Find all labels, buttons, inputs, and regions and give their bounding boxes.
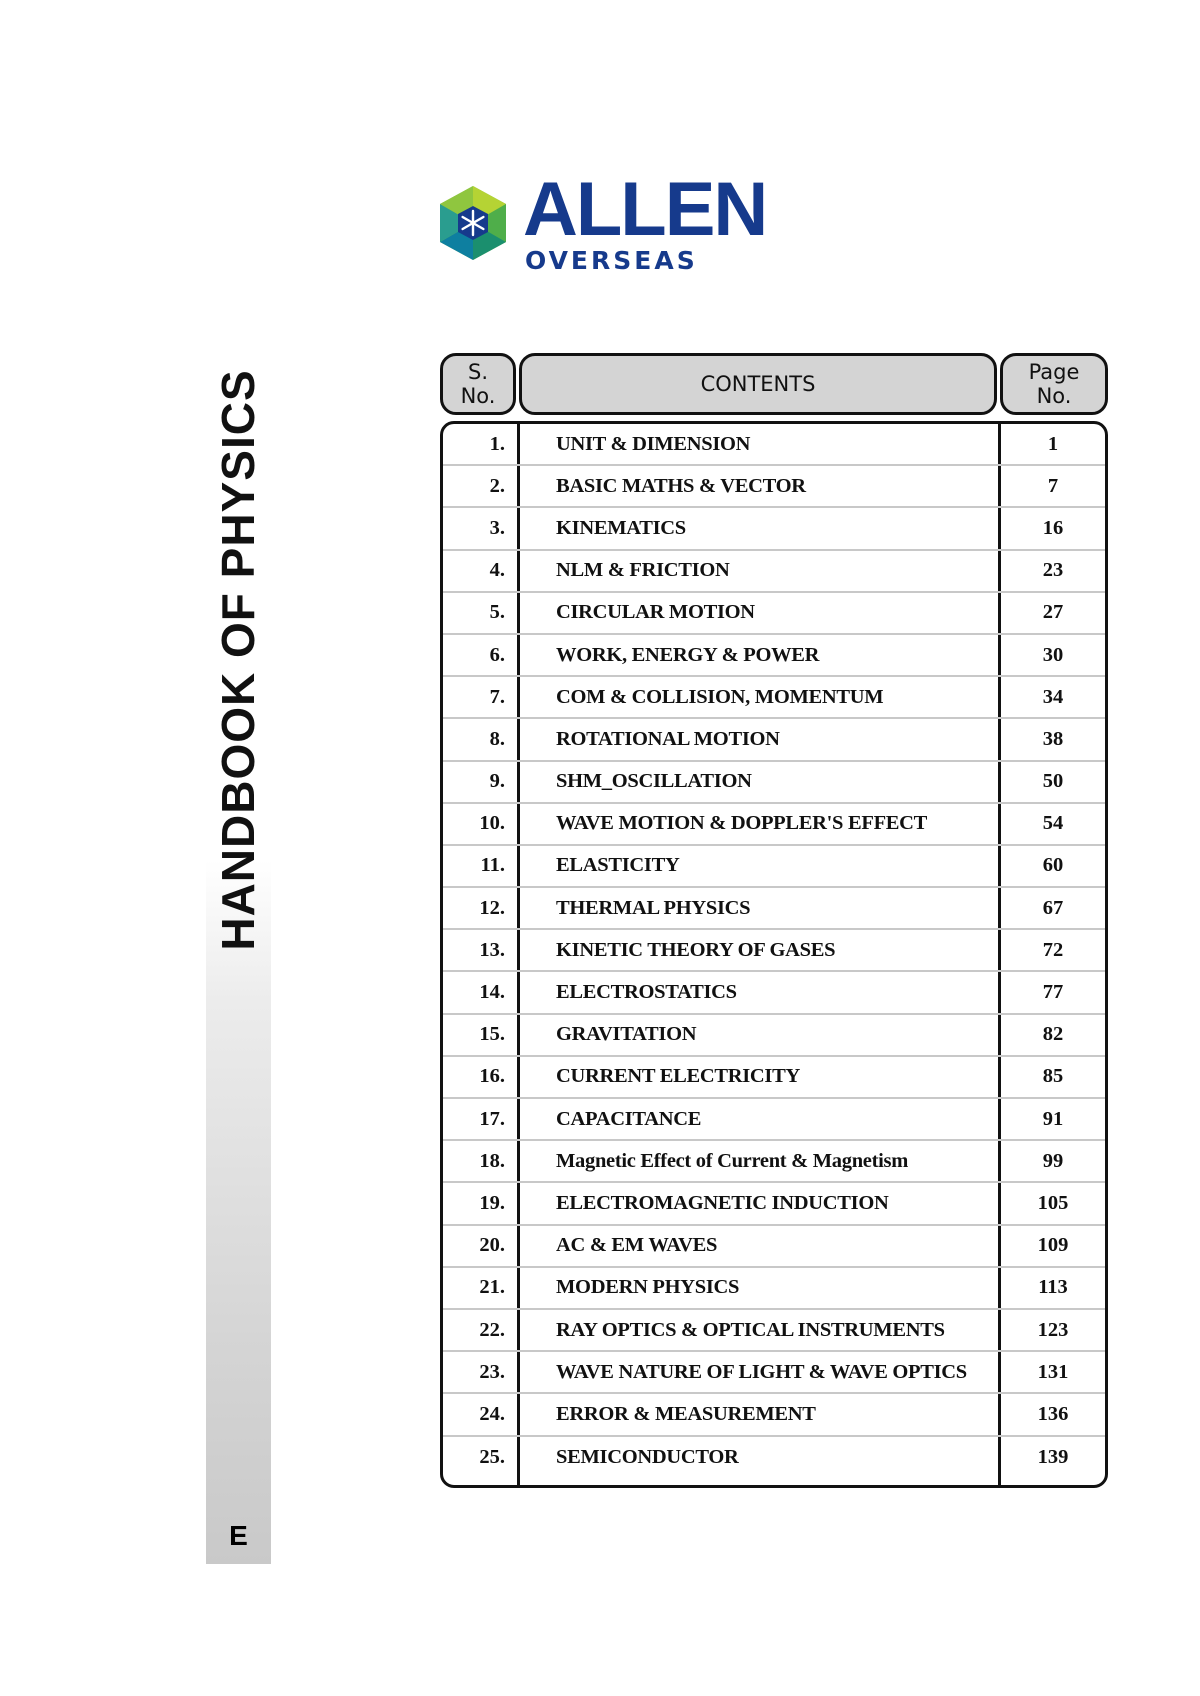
contents-row: [443, 466, 1105, 508]
row-chapter-title: KINETIC THEORY OF GASES: [556, 938, 836, 961]
row-page-number: 30: [1042, 643, 1064, 666]
header-page-line1: Page: [1028, 360, 1080, 384]
contents-body: [440, 421, 1108, 1488]
contents-row: [443, 930, 1105, 972]
row-chapter-title: CIRCULAR MOTION: [556, 601, 755, 624]
row-page-number: 139: [1037, 1446, 1069, 1469]
row-page-number: 136: [1037, 1402, 1069, 1425]
row-chapter-title: WORK, ENERGY & POWER: [556, 643, 820, 666]
row-chapter-title: UNIT & DIMENSION: [556, 432, 751, 455]
row-page-number: 60: [1042, 854, 1064, 877]
row-serial-number: 14.: [479, 981, 505, 1004]
contents-row: [443, 1226, 1105, 1268]
row-page-number: 82: [1042, 1023, 1064, 1046]
contents-row: [443, 677, 1105, 719]
row-chapter-title: THERMAL PHYSICS: [556, 896, 751, 919]
header-sno-line1: S.: [467, 360, 488, 384]
contents-row: [443, 804, 1105, 846]
contents-row: [443, 424, 1105, 466]
contents-row: [443, 1268, 1105, 1310]
row-chapter-title: CURRENT ELECTRICITY: [556, 1065, 800, 1088]
contents-row: [443, 1352, 1105, 1394]
row-page-number: 34: [1042, 685, 1064, 708]
allen-logo: [438, 167, 778, 282]
contents-row: [443, 508, 1105, 550]
row-chapter-title: GRAVITATION: [556, 1023, 697, 1046]
row-serial-number: 25.: [479, 1446, 505, 1469]
row-chapter-title: CAPACITANCE: [556, 1107, 702, 1130]
row-serial-number: 4.: [489, 559, 505, 582]
side-strip: [206, 860, 271, 1564]
row-serial-number: 16.: [479, 1065, 505, 1088]
hexagon-logo-icon: [438, 184, 508, 262]
row-chapter-title: SEMICONDUCTOR: [556, 1446, 739, 1469]
contents-row: [443, 551, 1105, 593]
contents-row: [443, 972, 1105, 1014]
row-chapter-title: WAVE NATURE OF LIGHT & WAVE OPTICS: [556, 1360, 967, 1383]
row-page-number: 23: [1042, 559, 1064, 582]
row-serial-number: 7.: [489, 685, 505, 708]
header-serial-number: [440, 353, 516, 415]
row-chapter-title: ELECTROSTATICS: [556, 981, 737, 1004]
row-serial-number: 11.: [480, 854, 505, 877]
logo-wordmark: ALLEN: [523, 167, 767, 252]
row-serial-number: 17.: [479, 1107, 505, 1130]
row-serial-number: 8.: [489, 727, 505, 750]
row-page-number: 123: [1037, 1318, 1069, 1341]
row-page-number: 50: [1042, 770, 1064, 793]
row-page-number: 91: [1042, 1107, 1064, 1130]
row-serial-number: 13.: [479, 938, 505, 961]
row-serial-number: 18.: [479, 1149, 505, 1172]
contents-row: [443, 635, 1105, 677]
contents-row: [443, 1015, 1105, 1057]
row-page-number: 67: [1042, 896, 1064, 919]
contents-row: [443, 719, 1105, 761]
contents-table: [440, 353, 1108, 1488]
row-serial-number: 6.: [489, 643, 505, 666]
header-contents: CONTENTS: [519, 353, 997, 415]
row-serial-number: 5.: [489, 601, 505, 624]
row-chapter-title: MODERN PHYSICS: [556, 1276, 740, 1299]
row-chapter-title: ELASTICITY: [556, 854, 680, 877]
row-page-number: 85: [1042, 1065, 1064, 1088]
row-serial-number: 2.: [489, 474, 505, 497]
header-page-number: [1000, 353, 1108, 415]
row-serial-number: 21.: [479, 1276, 505, 1299]
row-page-number: 109: [1037, 1234, 1069, 1257]
logo-subtitle: OVERSEAS: [525, 246, 698, 275]
row-page-number: 105: [1037, 1191, 1069, 1214]
row-chapter-title: KINEMATICS: [556, 516, 686, 539]
row-chapter-title: COM & COLLISION, MOMENTUM: [556, 685, 884, 708]
contents-row: [443, 1183, 1105, 1225]
row-serial-number: 10.: [479, 812, 505, 835]
row-serial-number: 1.: [489, 432, 505, 455]
row-serial-number: 23.: [479, 1360, 505, 1383]
row-page-number: 16: [1042, 516, 1064, 539]
row-page-number: 27: [1042, 601, 1064, 624]
row-chapter-title: ROTATIONAL MOTION: [556, 727, 780, 750]
header-sno-line2: No.: [460, 384, 496, 408]
row-chapter-title: BASIC MATHS & VECTOR: [556, 474, 806, 497]
row-chapter-title: ERROR & MEASUREMENT: [556, 1402, 816, 1425]
row-page-number: 54: [1042, 812, 1064, 835]
row-chapter-title: AC & EM WAVES: [556, 1234, 718, 1257]
row-serial-number: 20.: [479, 1234, 505, 1257]
edition-letter: E: [229, 1520, 248, 1551]
row-page-number: 7: [1047, 474, 1059, 497]
contents-row: [443, 888, 1105, 930]
row-serial-number: 22.: [479, 1318, 505, 1341]
contents-row: [443, 762, 1105, 804]
contents-row: [443, 1394, 1105, 1436]
row-serial-number: 24.: [479, 1402, 505, 1425]
header-page-line2: No.: [1036, 384, 1072, 408]
contents-row: [443, 593, 1105, 635]
row-serial-number: 19.: [479, 1191, 505, 1214]
row-chapter-title: RAY OPTICS & OPTICAL INSTRUMENTS: [556, 1318, 945, 1341]
contents-row: [443, 1099, 1105, 1141]
row-serial-number: 9.: [489, 770, 505, 793]
contents-row: [443, 1057, 1105, 1099]
row-serial-number: 15.: [479, 1023, 505, 1046]
contents-row: [443, 1437, 1105, 1479]
contents-row: [443, 1141, 1105, 1183]
contents-row: [443, 846, 1105, 888]
row-page-number: 72: [1042, 938, 1064, 961]
row-page-number: 131: [1037, 1360, 1069, 1383]
row-serial-number: 12.: [479, 896, 505, 919]
row-chapter-title: ELECTROMAGNETIC INDUCTION: [556, 1191, 889, 1214]
row-page-number: 77: [1042, 981, 1064, 1004]
row-serial-number: 3.: [489, 516, 505, 539]
contents-rows: [443, 424, 1105, 1479]
row-chapter-title: SHM_OSCILLATION: [556, 770, 752, 793]
row-page-number: 113: [1038, 1276, 1068, 1299]
row-page-number: 1: [1047, 432, 1059, 455]
row-page-number: 99: [1042, 1149, 1064, 1172]
book-title: HANDBOOK OF PHYSICS: [212, 369, 264, 951]
row-page-number: 38: [1042, 727, 1064, 750]
row-chapter-title: NLM & FRICTION: [556, 559, 730, 582]
row-chapter-title: Magnetic Effect of Current & Magnetism: [556, 1149, 908, 1172]
contents-row: [443, 1310, 1105, 1352]
row-chapter-title: WAVE MOTION & DOPPLER'S EFFECT: [556, 812, 928, 835]
